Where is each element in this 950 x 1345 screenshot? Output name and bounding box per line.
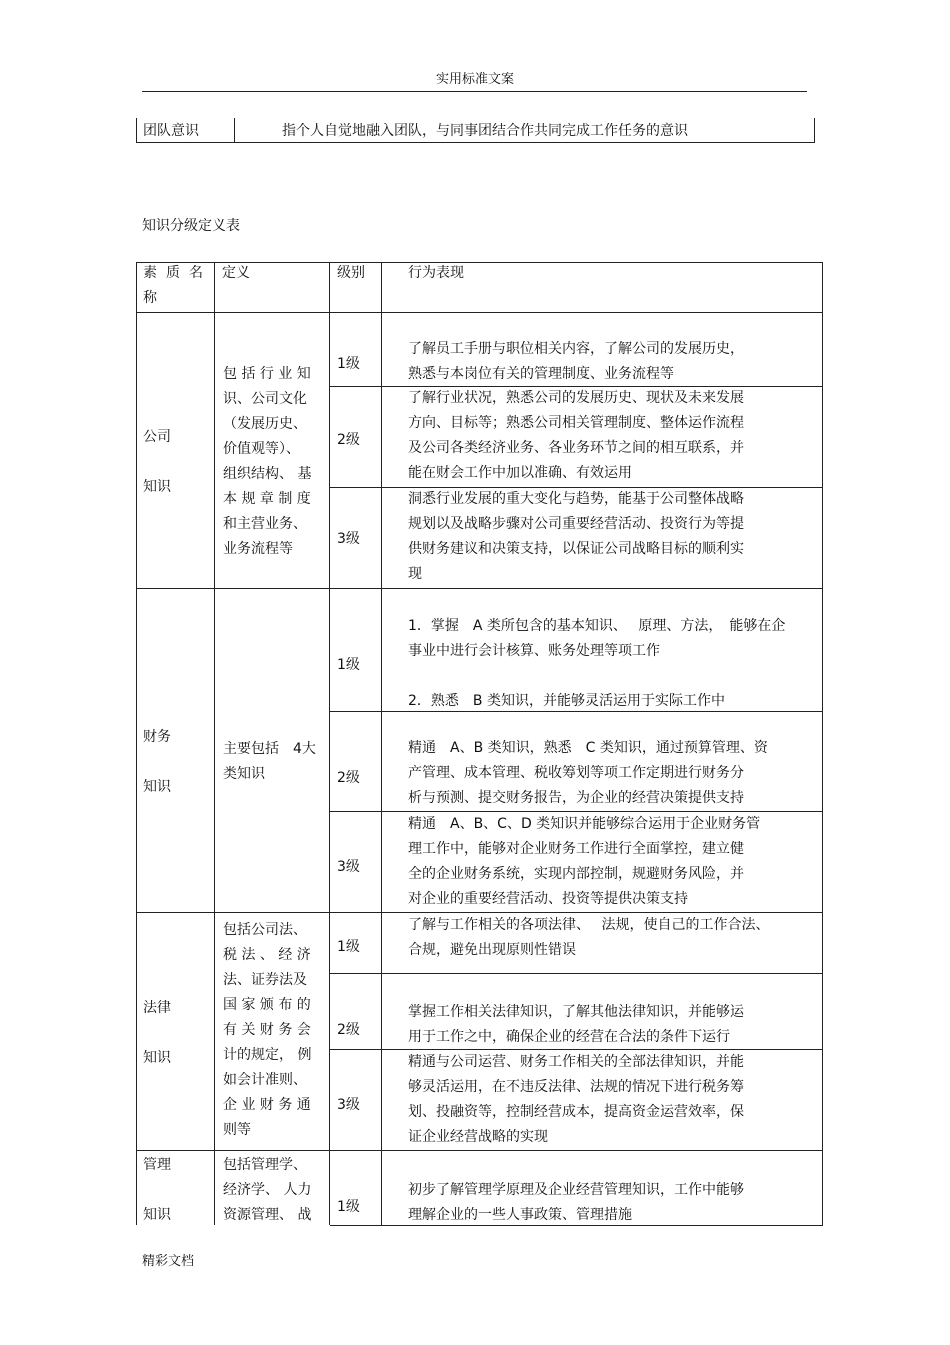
behavior-text: 精通与公司运营、财务工作相关的全部法律知识，并能 够灵活运用，在不违反法律、法规的情况下进行税务筹 划、投融资等，控制经营成本，提高资金运营效率，保 证企业经营战略的实现 <box>408 1054 744 1145</box>
level-label: 1级 <box>337 1199 360 1215</box>
team-awareness-name: 团队意识 <box>143 123 199 139</box>
level-label: 3级 <box>337 531 360 547</box>
behavior-text: 掌握工作相关法律知识，了解其他法律知识，并能够运 用于工作之中，确保企业的经营在合法的条件下运行 <box>408 1004 744 1045</box>
column-divider <box>234 118 235 142</box>
column-divider <box>214 262 215 1225</box>
header-name: 素 质 名 称 <box>143 265 203 306</box>
page-header-title: 实用标准文案 <box>435 72 514 87</box>
level-label: 2级 <box>337 1022 360 1038</box>
row-divider <box>330 973 823 974</box>
level-label: 3级 <box>337 1097 360 1113</box>
level-label: 1级 <box>337 356 360 372</box>
level-label: 1级 <box>337 939 360 955</box>
group-name: 公司 知识 <box>143 429 171 495</box>
header-definition: 定义 <box>222 265 250 281</box>
level-label: 2级 <box>337 432 360 448</box>
group-definition: 包 括 行 业 知 识、公司文化 （发展历史、 价值观等）、 组织结构、 基 本 规 章 制 度 和主营业务、 业务流程等 <box>223 366 312 557</box>
level-label: 2级 <box>337 770 360 786</box>
group-name: 管理 知识 <box>143 1157 171 1223</box>
header-level: 级别 <box>337 265 365 281</box>
table-border-left <box>136 262 137 1225</box>
behavior-text: 洞悉行业发展的重大变化与趋势，能基于公司整体战略 规划以及战略步骤对公司重要经营活动、投资行为等提 供财务建议和决策支持，以保证公司战略目标的顺利实 现 <box>408 491 744 582</box>
group-divider <box>136 588 823 589</box>
team-awareness-row <box>136 118 815 143</box>
behavior-text: 了解员工手册与职位相关内容，了解公司的发展历史， 熟悉与本岗位有关的管理制度、业务流程等 <box>408 341 744 382</box>
group-name: 财务 知识 <box>143 729 171 795</box>
table-border-right <box>822 262 823 1226</box>
header-divider <box>142 91 807 92</box>
page-footer: 精彩文档 <box>142 1254 195 1269</box>
team-awareness-definition: 指个人自觉地融入团队，与同事团结合作共同完成工作任务的意识 <box>282 123 688 139</box>
behavior-text: 了解行业状况，熟悉公司的发展历史、现状及未来发展 方向、目标等；熟悉公司相关管理制度、整体运作流程 及公司各类经济业务、各业务环节之间的相互联系，并 能在财会工作中加以准确、有效运用 <box>408 390 744 481</box>
behavior-text: 1．掌握 A 类所包含的基本知识、 原理、方法， 能够在企 事业中进行会计核算、账务处理等项工作 2．熟悉 B 类知识，并能够灵活运用于实际工作中 <box>408 618 786 709</box>
behavior-text: 了解与工作相关的各项法律、 法规，使自己的工作合法、 合规，避免出现原则性错误 <box>408 917 770 958</box>
group-divider <box>136 1150 823 1151</box>
behavior-text: 精通 A、B、C、D 类知识并能够综合运用于企业财务管 理工作中，能够对企业财务工作进行全面掌控，建立健 全的企业财务系统，实现内部控制，规避财务风险，并 对企业的重要经营活动、投资等提供决策支持 <box>408 816 761 907</box>
group-definition: 包括公司法、 税 法 、 经 济 法、证券法及 国 家 颁 布 的 有 关 财 务 会 计的规定， 例 如会计准则、 企 业 财 务 通 则等 <box>223 922 312 1138</box>
group-definition: 主要包括 4大 类知识 <box>223 741 316 782</box>
column-divider <box>329 262 330 1225</box>
column-divider <box>381 262 382 1225</box>
level-label: 1级 <box>337 657 360 673</box>
group-definition: 包括管理学、 经济学、 人力 资源管理、 战 <box>223 1157 312 1223</box>
level-label: 3级 <box>337 859 360 875</box>
table-caption: 知识分级定义表 <box>142 218 240 234</box>
group-name: 法律 知识 <box>143 1000 171 1066</box>
behavior-text: 初步了解管理学原理及企业经营管理知识，工作中能够 理解企业的一些人事政策、管理措施 <box>408 1182 744 1223</box>
header-behavior: 行为表现 <box>408 265 464 281</box>
behavior-text: 精通 A、B 类知识，熟悉 C 类知识，通过预算管理、资 产管理、成本管理、税收筹划等项工作定期进行财务分 析与预测、提交财务报告，为企业的经营决策提供支持 <box>408 740 768 806</box>
header-row-border <box>136 312 823 313</box>
